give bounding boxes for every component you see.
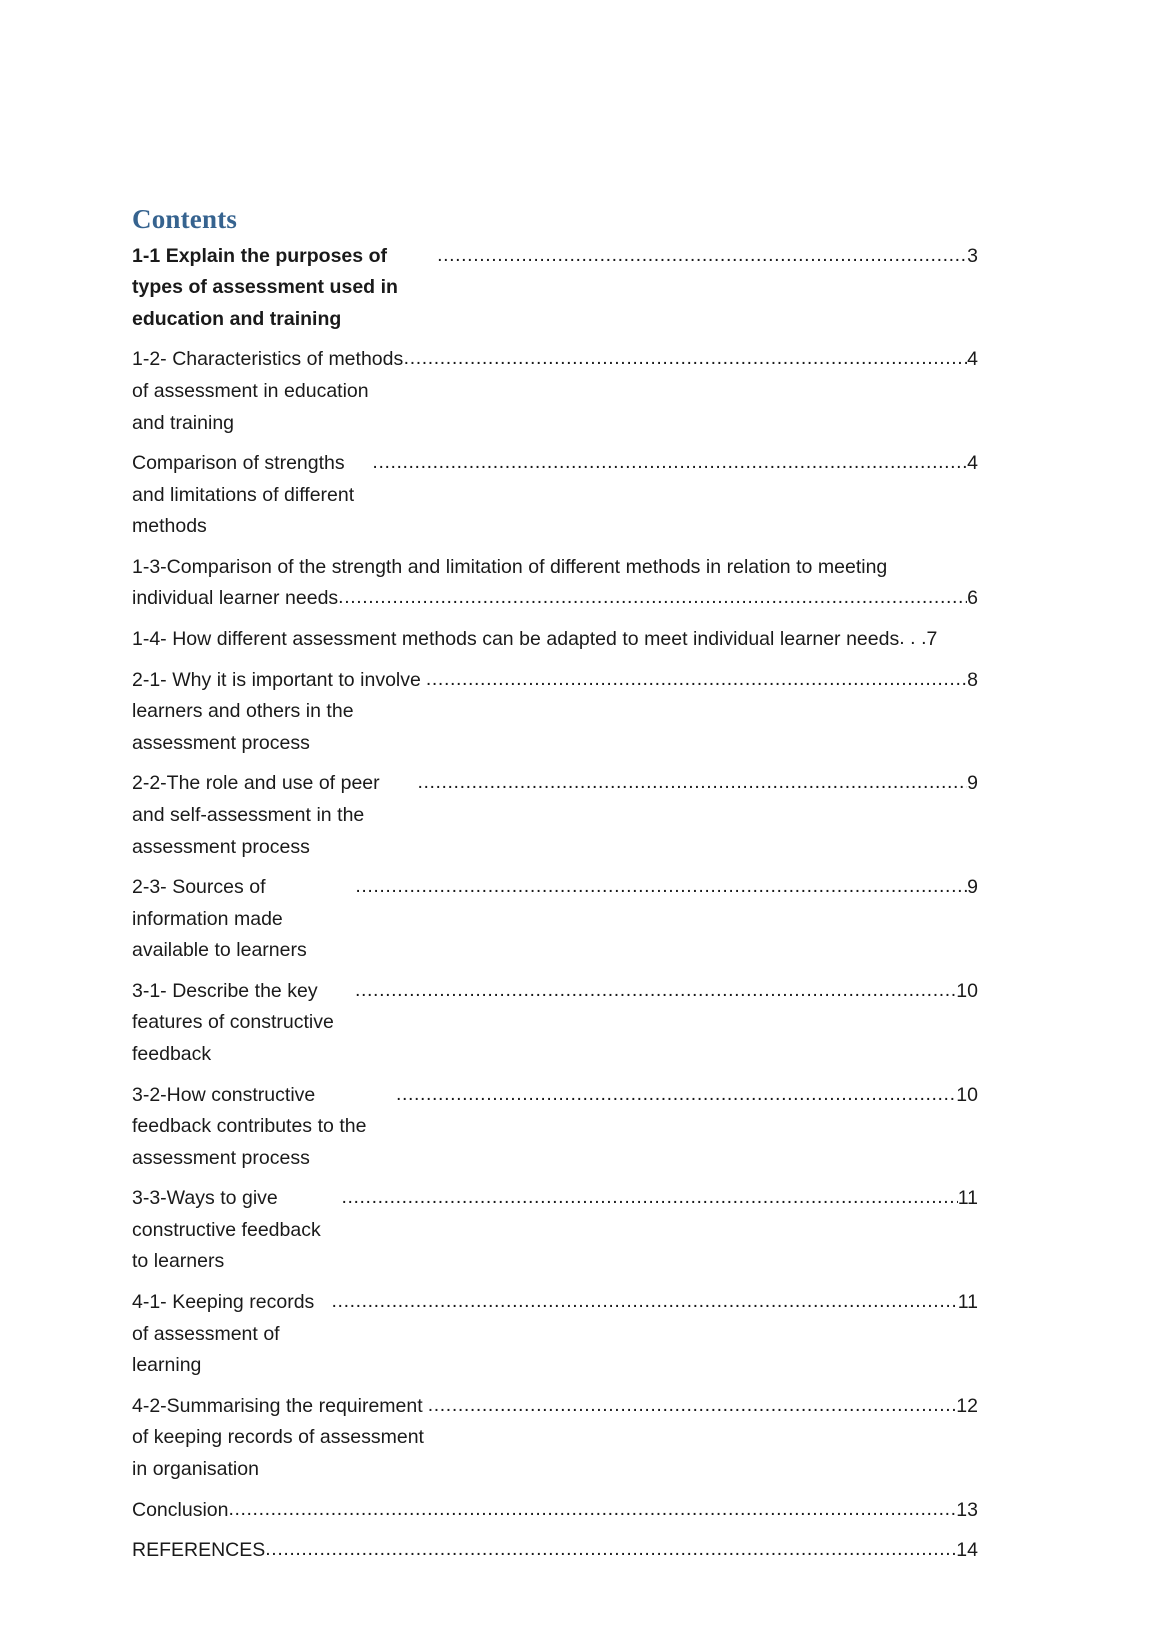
toc-page-number: 12 — [956, 1394, 978, 1417]
toc-entry[interactable] — [132, 1080, 978, 1184]
toc-entry-label: 4-2-Summarising the requirement of keeping records of assessment in organisation — [132, 1394, 424, 1480]
page-title: Contents — [132, 204, 238, 234]
toc-dot-leader — [338, 582, 967, 614]
toc-entry[interactable] — [132, 1183, 978, 1287]
toc-entry[interactable] — [132, 976, 978, 1080]
toc-page-number: 6 — [967, 587, 978, 610]
toc-page-number: 9 — [967, 876, 978, 899]
toc-dot-leader — [899, 623, 926, 655]
toc-entry[interactable] — [132, 872, 978, 976]
toc-page-number: 9 — [967, 772, 978, 795]
toc-dot-leader — [341, 1182, 957, 1214]
toc-page-number: 11 — [957, 1187, 978, 1210]
toc-entry[interactable] — [132, 768, 978, 872]
toc-dot-leader — [417, 767, 967, 799]
toc-entry-label: 4-1- Keeping records of assessment of learning — [132, 1291, 315, 1377]
toc-entry[interactable] — [132, 552, 978, 624]
toc-entry[interactable] — [132, 448, 978, 552]
toc-entry[interactable] — [132, 1495, 978, 1536]
table-of-contents — [132, 205, 978, 1576]
toc-entry[interactable] — [132, 1535, 978, 1576]
toc-dot-leader — [404, 343, 967, 375]
toc-dot-leader — [355, 871, 967, 903]
toc-entry[interactable] — [132, 1391, 978, 1495]
toc-dot-leader — [428, 1390, 957, 1422]
toc-entry-label: 2-3- Sources of information made available to learners — [132, 876, 307, 962]
toc-entry-label: REFERENCES — [132, 1539, 266, 1562]
toc-entry[interactable] — [132, 665, 978, 769]
toc-entry-label: 1-2- Characteristics of methods of assessment in education and training — [132, 348, 404, 434]
toc-dot-leader — [355, 975, 956, 1007]
toc-entry-label: 1-4- How different assessment methods can be adapted to meet individual learner needs — [132, 628, 900, 651]
toc-page-number: 13 — [956, 1498, 978, 1521]
toc-page-number: 11 — [957, 1291, 978, 1314]
toc-page-number: 7 — [926, 628, 938, 651]
toc-dot-leader — [437, 240, 967, 272]
toc-entry-list — [132, 241, 978, 1576]
toc-entry-label: 3-1- Describe the key features of constructive feedback — [132, 979, 334, 1065]
toc-entry-label-continued: individual learner needs — [132, 587, 339, 610]
toc-page-number: 3 — [967, 244, 978, 267]
toc-dot-leader — [426, 664, 967, 696]
toc-dot-leader — [228, 1494, 956, 1526]
toc-entry-label: 1-1 Explain the purposes of types of assessment used in education and training — [132, 244, 398, 330]
toc-entry-label: 2-2-The role and use of peer and self-assessment in the assessment process — [132, 772, 380, 858]
toc-dot-leader — [396, 1079, 956, 1111]
toc-entry[interactable] — [132, 241, 978, 345]
toc-entry[interactable] — [132, 1287, 978, 1391]
toc-page-number: 10 — [956, 979, 978, 1002]
toc-entry-label: 2-1- Why it is important to involve learners and others in the assessment process — [132, 668, 421, 754]
toc-page-number: 10 — [956, 1083, 978, 1106]
toc-dot-leader — [332, 1286, 958, 1318]
toc-entry-label: 3-3-Ways to give constructive feedback to learners — [132, 1187, 321, 1273]
toc-page-number: 14 — [956, 1539, 978, 1562]
toc-entry-label: Conclusion — [132, 1498, 229, 1521]
toc-entry-label: 1-3-Comparison of the strength and limitation of different methods in relation to meeting — [132, 555, 888, 578]
toc-page-number: 8 — [967, 668, 978, 691]
toc-entry-label: Comparison of strengths and limitations of different methods — [132, 452, 355, 538]
toc-entry[interactable] — [132, 624, 978, 665]
toc-page-number: 4 — [967, 348, 978, 371]
toc-dot-leader — [372, 447, 967, 479]
toc-entry[interactable] — [132, 344, 978, 448]
toc-page-number: 4 — [967, 452, 978, 475]
toc-entry-label: 3-2-How constructive feedback contributes to the assessment process — [132, 1083, 367, 1169]
toc-dot-leader — [265, 1534, 956, 1566]
